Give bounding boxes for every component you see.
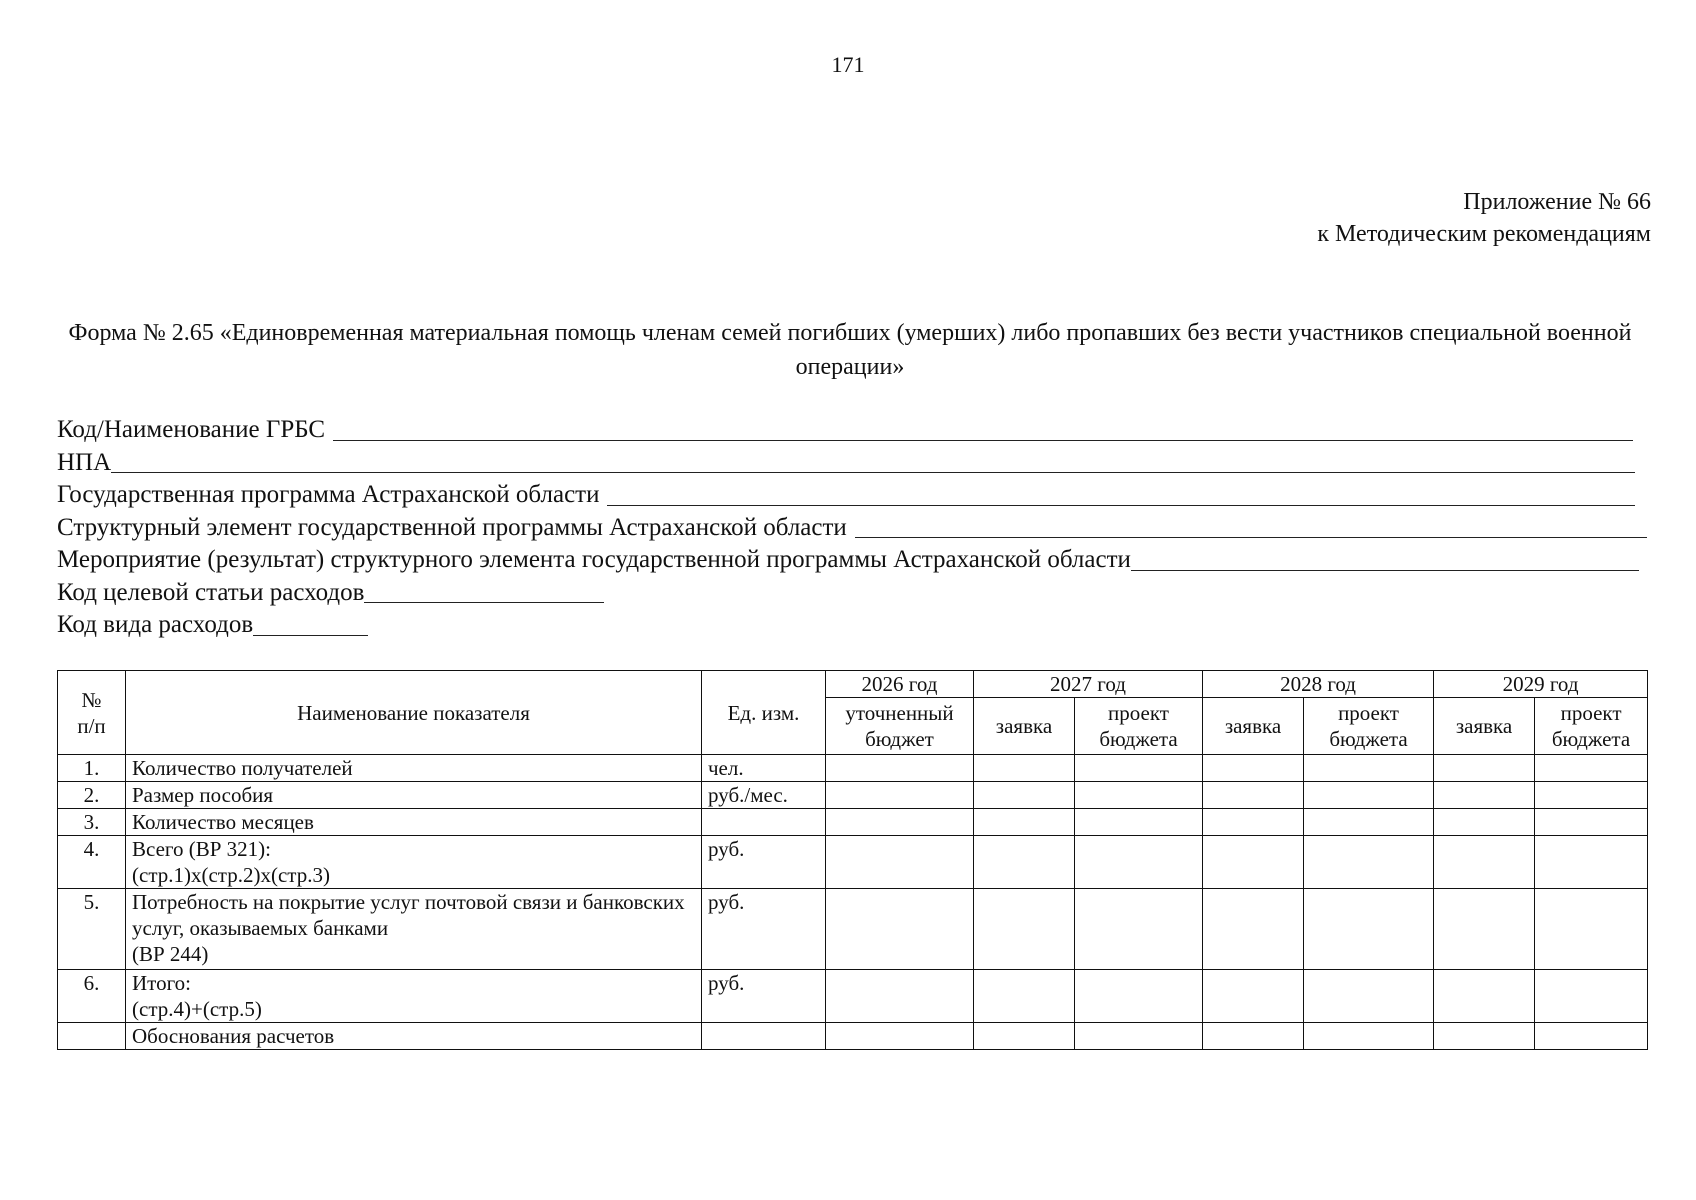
program-label: Государственная программа Астраханской области <box>57 481 600 508</box>
structural-element-blank-line[interactable] <box>855 536 1647 538</box>
npa-label: НПА <box>57 448 112 476</box>
npa-field <box>57 447 1647 480</box>
value-cell[interactable] <box>1304 782 1434 809</box>
program-field <box>57 479 1647 512</box>
row-num: 3. <box>58 809 126 836</box>
value-cell[interactable] <box>826 782 974 809</box>
value-cell[interactable] <box>826 889 974 970</box>
table-row <box>58 889 1648 970</box>
value-cell[interactable] <box>1304 889 1434 970</box>
program-blank-line[interactable] <box>607 504 1635 506</box>
expense-type-label: Код вида расходов <box>57 611 254 638</box>
value-cell[interactable] <box>1075 782 1203 809</box>
target-code-field <box>57 577 1647 610</box>
header-year-2028: 2028 год <box>1203 671 1434 698</box>
table-body <box>58 755 1648 1050</box>
value-cell[interactable] <box>1535 782 1648 809</box>
expense-type-field <box>57 609 1647 642</box>
value-cell[interactable] <box>1304 1023 1434 1050</box>
target-code-blank-line[interactable] <box>364 601 604 603</box>
grbs-label: Код/Наименование ГРБС <box>57 416 326 443</box>
value-cell[interactable] <box>1075 809 1203 836</box>
header-2029-draft-budget: проект бюджета <box>1535 698 1648 755</box>
value-cell[interactable] <box>1075 1023 1203 1050</box>
row-name: Всего (ВР 321): (стр.1)х(стр.2)х(стр.3) <box>126 836 702 889</box>
structural-element-field <box>57 512 1647 545</box>
row-name: Обоснования расчетов <box>126 1023 702 1050</box>
value-cell[interactable] <box>1075 970 1203 1023</box>
row-unit <box>702 1023 826 1050</box>
measure-field <box>57 544 1647 577</box>
value-cell[interactable] <box>974 782 1075 809</box>
value-cell[interactable] <box>974 755 1075 782</box>
value-cell[interactable] <box>1203 755 1304 782</box>
structural-element-label: Структурный элемент государственной программы Астраханской области <box>57 513 847 541</box>
expense-type-blank-line[interactable] <box>253 634 368 636</box>
appendix-line-2: к Методическим рекомендациям <box>1317 221 1651 247</box>
form-title: Форма № 2.65 «Единовременная материальная помощь членам семей погибших (умерших) либо пропавших без вести участников специальной военной операции» <box>68 320 1632 380</box>
row-num <box>58 1023 126 1050</box>
header-unit: Ед. изм. <box>702 671 826 755</box>
header-name: Наименование показателя <box>126 671 702 755</box>
value-cell[interactable] <box>826 1023 974 1050</box>
table-row <box>58 755 1648 782</box>
value-cell[interactable] <box>1304 755 1434 782</box>
value-cell[interactable] <box>1434 889 1535 970</box>
header-year-2027: 2027 год <box>974 671 1203 698</box>
row-unit: руб. <box>702 836 826 889</box>
value-cell[interactable] <box>1203 809 1304 836</box>
appendix-line-1: Приложение № 66 <box>1463 189 1651 215</box>
value-cell[interactable] <box>1203 1023 1304 1050</box>
value-cell[interactable] <box>1075 889 1203 970</box>
header-num: № п/п <box>58 671 126 755</box>
measure-label: Мероприятие (результат) структурного элемента государственной программы Астраханской области <box>57 546 1131 573</box>
row-unit <box>702 809 826 836</box>
value-cell[interactable] <box>1535 809 1648 836</box>
row-name: Потребность на покрытие услуг почтовой связи и банковских услуг, оказываемых банками (ВР 244) <box>126 889 702 970</box>
row-unit: руб./мес. <box>702 782 826 809</box>
row-num: 1. <box>58 755 126 782</box>
header-year-2026: 2026 год <box>826 671 974 698</box>
npa-blank-line[interactable] <box>111 471 1635 473</box>
row-unit: чел. <box>702 755 826 782</box>
value-cell[interactable] <box>974 970 1075 1023</box>
value-cell[interactable] <box>974 1023 1075 1050</box>
row-num: 2. <box>58 782 126 809</box>
value-cell[interactable] <box>974 809 1075 836</box>
table-row <box>58 836 1648 889</box>
grbs-field <box>57 414 1647 447</box>
value-cell[interactable] <box>826 836 974 889</box>
value-cell[interactable] <box>826 755 974 782</box>
header-2027-request: заявка <box>974 698 1075 755</box>
measure-blank-line[interactable] <box>1131 569 1639 571</box>
value-cell[interactable] <box>1535 970 1648 1023</box>
row-unit: руб. <box>702 889 826 970</box>
table-row <box>58 970 1648 1023</box>
header-year-2029: 2029 год <box>1434 671 1648 698</box>
header-2026-refined-budget: уточненный бюджет <box>826 698 974 755</box>
row-num: 5. <box>58 889 126 970</box>
form-fields <box>57 414 1647 642</box>
row-name: Итого: (стр.4)+(стр.5) <box>126 970 702 1023</box>
value-cell[interactable] <box>1434 782 1535 809</box>
value-cell[interactable] <box>1203 782 1304 809</box>
value-cell[interactable] <box>1434 1023 1535 1050</box>
value-cell[interactable] <box>974 889 1075 970</box>
row-name: Размер пособия <box>126 782 702 809</box>
value-cell[interactable] <box>1535 1023 1648 1050</box>
value-cell[interactable] <box>1304 836 1434 889</box>
grbs-blank-line[interactable] <box>333 439 1633 441</box>
header-2028-draft-budget: проект бюджета <box>1304 698 1434 755</box>
value-cell[interactable] <box>1434 809 1535 836</box>
row-name: Количество получателей <box>126 755 702 782</box>
indicator-table <box>57 670 1648 1050</box>
value-cell[interactable] <box>826 809 974 836</box>
header-2027-draft-budget: проект бюджета <box>1075 698 1203 755</box>
value-cell[interactable] <box>1535 836 1648 889</box>
table-row <box>58 809 1648 836</box>
value-cell[interactable] <box>1075 755 1203 782</box>
row-unit: руб. <box>702 970 826 1023</box>
row-num: 6. <box>58 970 126 1023</box>
value-cell[interactable] <box>826 970 974 1023</box>
table-row <box>58 782 1648 809</box>
value-cell[interactable] <box>1203 889 1304 970</box>
header-2028-request: заявка <box>1203 698 1304 755</box>
table-row <box>58 1023 1648 1050</box>
value-cell[interactable] <box>1535 889 1648 970</box>
page-number: 171 <box>831 52 865 77</box>
value-cell[interactable] <box>1535 755 1648 782</box>
value-cell[interactable] <box>1434 836 1535 889</box>
value-cell[interactable] <box>1434 755 1535 782</box>
value-cell[interactable] <box>1075 836 1203 889</box>
value-cell[interactable] <box>1203 836 1304 889</box>
target-code-label: Код целевой статьи расходов <box>57 578 365 606</box>
value-cell[interactable] <box>974 836 1075 889</box>
header-2029-request: заявка <box>1434 698 1535 755</box>
appendix-note <box>1317 186 1651 250</box>
value-cell[interactable] <box>1434 970 1535 1023</box>
row-name: Количество месяцев <box>126 809 702 836</box>
row-num: 4. <box>58 836 126 889</box>
value-cell[interactable] <box>1304 970 1434 1023</box>
value-cell[interactable] <box>1203 970 1304 1023</box>
value-cell[interactable] <box>1304 809 1434 836</box>
